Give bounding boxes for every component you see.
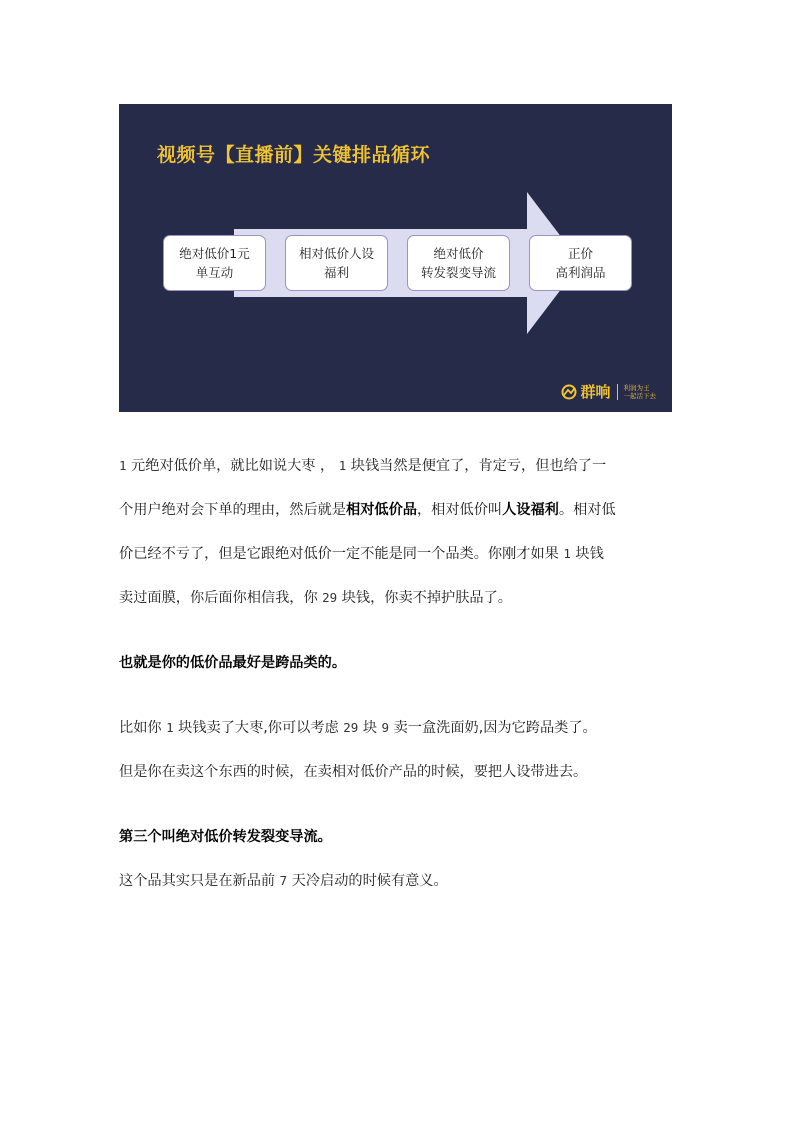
paragraph-3-line-2: 但是你在卖这个东西的时候，在卖相对低价产品的时候，要把人设带进去。 (119, 764, 588, 780)
text: 比如你 (119, 720, 162, 736)
brand-name: 群响 (580, 383, 611, 401)
number: 29 (343, 720, 359, 735)
paragraph-1-line-1 (119, 455, 674, 475)
step-4-line1: 正价 (567, 246, 593, 261)
paragraph-1-line-2 (119, 499, 674, 519)
text: 价已经不亏了，但是它跟绝对低价一定不能是同一个品类。你刚才如果 (119, 546, 559, 562)
step-3-line1: 绝对低价 (433, 246, 484, 261)
bold-text: 相对低价品 (346, 502, 417, 518)
number: 1 (166, 720, 174, 735)
slide-title: 视频号【直播前】关键排品循环 (157, 144, 431, 166)
number: 9 (381, 720, 390, 735)
text: 卖一盒洗面奶,因为它跨品类了。 (393, 720, 597, 736)
step-1-line2: 单互动 (195, 265, 234, 280)
step-box-4 (529, 235, 632, 291)
step-2-line1: 相对低价人设 (298, 246, 374, 261)
text: 块钱当然是便宜了，肯定亏，但也给了一 (350, 458, 607, 474)
paragraph-1-line-4 (119, 587, 674, 607)
text: 个用户绝对会下单的理由，然后就是 (119, 502, 347, 518)
bold-text: 人设福利 (502, 502, 559, 518)
step-box-1 (163, 235, 266, 291)
brand-slogan-line1: 利润为王 (623, 383, 650, 392)
number: 1 (563, 546, 571, 561)
number: 29 (322, 590, 338, 605)
text: 块 (362, 720, 378, 736)
text: 这个品其实只是在新品前 (119, 873, 276, 889)
step-1-line1: 绝对低价1元 (179, 246, 250, 261)
text: 块钱，你卖不掉护肤品了。 (341, 590, 512, 606)
text: 块钱 (575, 546, 604, 562)
step-2-line2: 福利 (323, 265, 349, 280)
text: 卖过面膜，你后面你相信我，你 (119, 590, 318, 606)
text: 块钱卖了大枣,你可以考虑 (178, 720, 339, 736)
number: 7 (279, 873, 288, 888)
brand-mountain-icon (561, 384, 577, 400)
step-4-line2: 高利润品 (555, 265, 606, 280)
brand-slogan-line2: 一起活下去 (623, 391, 656, 400)
paragraph-5 (119, 870, 674, 890)
step-box-2 (285, 235, 388, 291)
brand-slogan (624, 384, 657, 400)
number: 1 (119, 458, 127, 473)
step-box-3 (407, 235, 510, 291)
paragraph-4-bold: 第三个叫绝对低价转发裂变导流。 (119, 829, 332, 845)
slide-image (119, 104, 672, 412)
step-3-line2: 转发裂变导流 (420, 265, 496, 280)
paragraph-1-line-3 (119, 543, 674, 563)
text: 天冷启动的时候有意义。 (291, 873, 448, 889)
text: 元绝对低价单，就比如说大枣 ， (131, 458, 335, 474)
number: 1 (338, 458, 347, 473)
paragraph-3-line-1 (119, 717, 674, 737)
brand-divider (617, 384, 618, 400)
brand-logo (561, 381, 656, 402)
paragraph-2-bold: 也就是你的低价品最好是跨品类的。 (119, 655, 347, 671)
text: 。相对低 (558, 502, 616, 518)
text: ，相对低价叫 (416, 502, 503, 518)
